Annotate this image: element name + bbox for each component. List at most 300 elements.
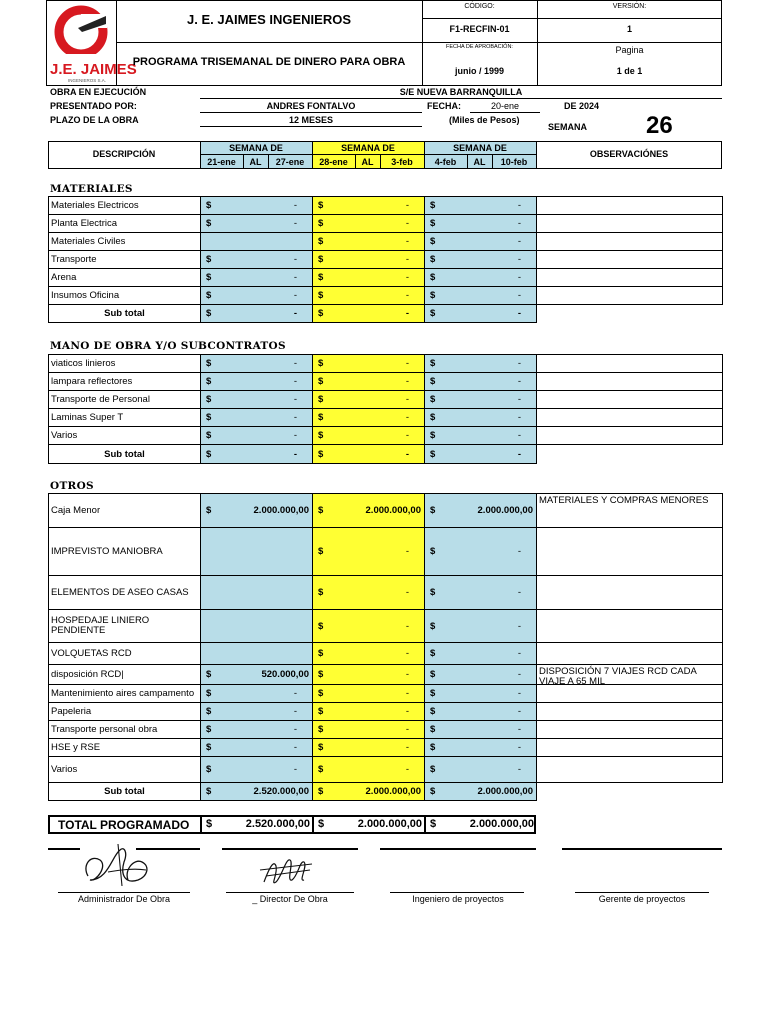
currency-symbol: $ [206, 448, 212, 460]
row-description: Papeleria [48, 702, 201, 721]
row-observation [536, 684, 723, 703]
currency-symbol: $ [430, 448, 436, 460]
currency-symbol: $ [206, 376, 212, 387]
codigo-label: CÓDIGO: [464, 3, 495, 10]
amount-value: - [517, 587, 521, 598]
amount-value: 2.520.000,00 [253, 786, 309, 797]
row-observation [536, 426, 723, 445]
amount-week3 [424, 268, 537, 287]
currency-symbol: $ [430, 430, 436, 441]
amount-week2 [312, 286, 425, 305]
row-description: Insumos Oficina [48, 286, 201, 305]
row-description: Transporte [48, 250, 201, 269]
amount-value: - [517, 546, 521, 557]
amount-week1 [200, 756, 313, 783]
fecha-year: DE 2024 [564, 101, 600, 111]
amount-value: - [293, 358, 297, 369]
amount-week1 [200, 684, 313, 703]
row-observation [536, 575, 723, 610]
presentado-label: PRESENTADO POR: [50, 101, 137, 111]
amount-week2 [312, 214, 425, 233]
currency-symbol: $ [430, 669, 436, 680]
obra-value: S/E NUEVA BARRANQUILLA [399, 87, 523, 97]
amount-week1 [200, 720, 313, 739]
total-w1: 2.520.000,00 [245, 818, 310, 830]
week2-to: 3-feb [391, 157, 413, 167]
currency-symbol: $ [206, 688, 212, 699]
amount-value: - [517, 236, 521, 247]
amount-value: - [517, 724, 521, 735]
currency-symbol: $ [430, 200, 436, 211]
amount-value: - [293, 254, 297, 265]
currency-symbol: $ [318, 272, 324, 283]
currency-symbol: $ [318, 218, 324, 229]
week1-header: SEMANA DE [229, 143, 283, 153]
currency-symbol: $ [430, 546, 436, 557]
amount-week1 [200, 372, 313, 391]
amount-value: - [517, 394, 521, 405]
row-observation [536, 196, 723, 215]
row-description: lampara reflectores [48, 372, 201, 391]
amount-week1 [200, 196, 313, 215]
currency-symbol: $ [430, 412, 436, 423]
week3-to: 10-feb [500, 157, 528, 167]
currency-symbol: $ [318, 236, 324, 247]
currency-symbol: $ [430, 505, 436, 516]
currency-symbol: $ [318, 706, 324, 717]
amount-week3 [424, 738, 537, 757]
amount-value: - [293, 724, 297, 735]
currency-symbol: $ [206, 290, 212, 301]
row-observation [536, 702, 723, 721]
amount-value: - [517, 688, 521, 699]
row-observation [536, 527, 723, 576]
amount-week2 [312, 232, 425, 251]
week1-from: 21-ene [207, 157, 236, 167]
currency-symbol: $ [318, 724, 324, 735]
currency-symbol: $ [318, 587, 324, 598]
amount-value: - [405, 587, 409, 598]
amount-value: - [517, 430, 521, 441]
svg-text:J.E. JAIMES: J.E. JAIMES [50, 61, 137, 78]
amount-week1 [200, 304, 313, 323]
amount-value: - [517, 358, 521, 369]
fecha-day: 20-ene [490, 101, 520, 111]
currency-symbol: $ [430, 587, 436, 598]
fecha-label: FECHA: [427, 101, 461, 111]
week1-to: 27-ene [275, 157, 305, 167]
amount-value: - [517, 218, 521, 229]
row-description: VOLQUETAS RCD [48, 642, 201, 665]
row-description: Transporte personal obra [48, 720, 201, 739]
amount-week2 [312, 664, 425, 685]
total-w3: 2.000.000,00 [469, 818, 534, 830]
amount-value: - [405, 648, 409, 659]
currency-symbol: $ [318, 648, 324, 659]
week3-al: AL [473, 157, 486, 167]
currency-symbol: $ [318, 742, 324, 753]
subtotal-label: Sub total [48, 304, 201, 323]
row-observation [536, 390, 723, 409]
amount-week3 [424, 196, 537, 215]
amount-week3 [424, 390, 537, 409]
currency-symbol: $ [430, 290, 436, 301]
amount-value: - [405, 724, 409, 735]
currency-symbol: $ [318, 505, 324, 516]
amount-week1 [200, 390, 313, 409]
week1-al: AL [249, 157, 262, 167]
amount-week2 [312, 493, 425, 528]
currency-symbol: $ [206, 430, 212, 441]
amount-week3 [424, 756, 537, 783]
currency-symbol: $ [318, 764, 324, 775]
row-description: Mantenimiento aires campamento [48, 684, 201, 703]
amount-week3 [424, 609, 537, 643]
currency-symbol: $ [430, 706, 436, 717]
col-observaciones: OBSERVACIÓNES [589, 149, 669, 159]
amount-value: - [517, 669, 521, 680]
row-observation [536, 214, 723, 233]
amount-week1 [200, 782, 313, 801]
otros-title: OTROS [50, 480, 94, 492]
amount-value: - [293, 290, 297, 301]
row-description: Varios [48, 426, 201, 445]
row-observation [536, 250, 723, 269]
plazo-value: 12 MESES [288, 115, 334, 125]
total-currency-1: $ [206, 818, 213, 830]
amount-value: - [405, 706, 409, 717]
amount-week3 [424, 304, 537, 323]
mano-obra-title: MANO DE OBRA Y/O SUBCONTRATOS [50, 340, 286, 352]
row-observation [536, 738, 723, 757]
amount-week3 [424, 444, 537, 464]
amount-value: - [405, 308, 409, 319]
col-descripcion: DESCRIPCIÓN [92, 149, 156, 159]
version-value: 1 [626, 24, 632, 34]
svg-text:INGENIEROS S.A.: INGENIEROS S.A. [68, 78, 107, 83]
amount-value: - [405, 546, 409, 557]
amount-week3 [424, 372, 537, 391]
currency-symbol: $ [206, 394, 212, 405]
plazo-label: PLAZO DE LA OBRA [50, 115, 139, 125]
amount-week3 [424, 426, 537, 445]
amount-value: - [293, 706, 297, 717]
program-title: PROGRAMA TRISEMANAL DE DINERO PARA OBRA [132, 56, 406, 68]
subtotal-label: Sub total [48, 782, 201, 801]
currency-symbol: $ [318, 412, 324, 423]
miles-note: (Miles de Pesos) [449, 115, 520, 125]
total-w2: 2.000.000,00 [357, 818, 422, 830]
amount-value: - [517, 272, 521, 283]
currency-symbol: $ [206, 254, 212, 265]
amount-week3 [424, 664, 537, 685]
row-observation [536, 232, 723, 251]
row-description: Materiales Electricos [48, 196, 201, 215]
subtotal-label: Sub total [48, 444, 201, 464]
amount-week3 [424, 214, 537, 233]
row-description: Materiales Civiles [48, 232, 201, 251]
amount-week3 [424, 250, 537, 269]
signature-label-admin: Administrador De Obra [77, 894, 171, 904]
amount-week3 [424, 702, 537, 721]
amount-week2 [312, 609, 425, 643]
currency-symbol: $ [206, 505, 212, 516]
amount-value: 2.000.000,00 [365, 505, 421, 516]
currency-symbol: $ [206, 308, 212, 319]
currency-symbol: $ [318, 394, 324, 405]
amount-value: - [517, 706, 521, 717]
currency-symbol: $ [318, 620, 324, 632]
amount-week2 [312, 304, 425, 323]
row-description: Laminas Super T [48, 408, 201, 427]
amount-value: 520.000,00 [261, 669, 309, 680]
amount-value: - [293, 376, 297, 387]
currency-symbol: $ [430, 236, 436, 247]
company-logo [48, 2, 137, 84]
amount-week3 [424, 575, 537, 610]
fecha-aprob-label: FECHA DE APROBACIÓN: [446, 44, 513, 50]
amount-value: - [517, 412, 521, 423]
currency-symbol: $ [430, 688, 436, 699]
obra-label: OBRA EN EJECUCIÓN [50, 87, 147, 97]
amount-value: - [405, 742, 409, 753]
currency-symbol: $ [430, 272, 436, 283]
amount-value: - [405, 688, 409, 699]
row-observation [536, 372, 723, 391]
fecha-aprob-value: junio / 1999 [454, 66, 505, 76]
row-description: viaticos linieros [48, 354, 201, 373]
row-observation [536, 642, 723, 665]
amount-week1 [200, 354, 313, 373]
amount-value: - [293, 200, 297, 211]
amount-week2 [312, 782, 425, 801]
currency-symbol: $ [430, 620, 436, 632]
currency-symbol: $ [206, 706, 212, 717]
row-observation [536, 720, 723, 739]
amount-value: - [293, 430, 297, 441]
total-label: TOTAL PROGRAMADO [58, 818, 190, 832]
currency-symbol: $ [206, 742, 212, 753]
currency-symbol: $ [430, 376, 436, 387]
amount-week1 [200, 268, 313, 287]
amount-value: - [293, 688, 297, 699]
amount-value: 2.000.000,00 [477, 786, 533, 797]
amount-value: - [405, 669, 409, 680]
amount-week2 [312, 444, 425, 464]
semana-value: 26 [646, 112, 673, 139]
amount-value: - [293, 272, 297, 283]
amount-value: 2.000.000,00 [365, 786, 421, 797]
amount-week2 [312, 250, 425, 269]
currency-symbol: $ [206, 272, 212, 283]
amount-value: - [517, 742, 521, 753]
pagina-label: Pagina [615, 45, 644, 55]
currency-symbol: $ [430, 724, 436, 735]
row-observation [536, 756, 723, 783]
currency-symbol: $ [430, 394, 436, 405]
row-observation: DISPOSICIÓN 7 VIAJES RCD CADA VIAJE A 65 MIL [536, 664, 723, 685]
company-name: J. E. JAIMES INGENIEROS [187, 12, 351, 27]
amount-week3 [424, 527, 537, 576]
currency-symbol: $ [318, 358, 324, 369]
amount-week2 [312, 268, 425, 287]
amount-week1 [200, 527, 313, 576]
materiales-title: MATERIALES [50, 183, 133, 195]
amount-week1 [200, 664, 313, 685]
amount-week1 [200, 609, 313, 643]
pagina-value: 1 de 1 [616, 66, 643, 76]
amount-week1 [200, 738, 313, 757]
amount-week2 [312, 390, 425, 409]
amount-value: - [405, 394, 409, 405]
signature-label-director: _ Director De Obra [252, 894, 328, 904]
amount-value: - [405, 254, 409, 265]
amount-value: - [517, 290, 521, 301]
amount-value: - [293, 218, 297, 229]
amount-value: - [517, 764, 521, 775]
total-currency-3: $ [430, 818, 437, 830]
amount-value: - [405, 376, 409, 387]
total-currency-2: $ [318, 818, 325, 830]
row-observation [536, 408, 723, 427]
amount-value: - [293, 308, 297, 319]
amount-value: - [517, 308, 521, 319]
amount-week1 [200, 642, 313, 665]
presentado-value: ANDRES FONTALVO [266, 101, 356, 111]
currency-symbol: $ [318, 290, 324, 301]
amount-week3 [424, 232, 537, 251]
week2-from: 28-ene [319, 157, 348, 167]
amount-week1 [200, 702, 313, 721]
currency-symbol: $ [206, 764, 212, 775]
row-observation [536, 286, 723, 305]
currency-symbol: $ [318, 448, 324, 460]
signature-director [256, 852, 316, 897]
currency-symbol: $ [206, 786, 212, 797]
amount-week2 [312, 642, 425, 665]
amount-week3 [424, 286, 537, 305]
amount-week1 [200, 286, 313, 305]
amount-week2 [312, 684, 425, 703]
week3-from: 4-feb [434, 157, 457, 167]
currency-symbol: $ [318, 430, 324, 441]
amount-week1 [200, 214, 313, 233]
currency-symbol: $ [206, 412, 212, 423]
amount-value: - [517, 376, 521, 387]
amount-week1 [200, 408, 313, 427]
amount-week2 [312, 196, 425, 215]
row-description: ELEMENTOS DE ASEO CASAS [48, 575, 201, 610]
amount-value: - [293, 448, 297, 460]
signature-admin [78, 836, 158, 897]
currency-symbol: $ [318, 546, 324, 557]
amount-week3 [424, 493, 537, 528]
amount-week2 [312, 702, 425, 721]
amount-value: - [517, 448, 521, 460]
row-description: disposición RCD| [48, 664, 201, 685]
amount-value: - [405, 358, 409, 369]
currency-symbol: $ [430, 786, 436, 797]
currency-symbol: $ [318, 688, 324, 699]
amount-value: - [293, 764, 297, 775]
amount-value: - [405, 290, 409, 301]
week2-al: AL [361, 157, 374, 167]
row-observation: MATERIALES Y COMPRAS MENORES [536, 493, 723, 528]
row-observation [536, 354, 723, 373]
amount-value: 2.000.000,00 [477, 505, 533, 516]
currency-symbol: $ [430, 742, 436, 753]
codigo-value: F1-RECFIN-01 [449, 24, 510, 34]
amount-week1 [200, 426, 313, 445]
amount-week3 [424, 408, 537, 427]
amount-value: - [293, 412, 297, 423]
row-description: Varios [48, 756, 201, 783]
currency-symbol: $ [206, 358, 212, 369]
amount-week2 [312, 738, 425, 757]
currency-symbol: $ [430, 648, 436, 659]
amount-week3 [424, 720, 537, 739]
amount-week2 [312, 426, 425, 445]
amount-value: 2.000.000,00 [253, 505, 309, 516]
currency-symbol: $ [318, 200, 324, 211]
row-observation [536, 609, 723, 643]
row-observation [536, 268, 723, 287]
amount-value: - [405, 448, 409, 460]
amount-value: - [405, 218, 409, 229]
currency-symbol: $ [206, 218, 212, 229]
signature-label-ingeniero: Ingeniero de proyectos [412, 894, 504, 904]
amount-week2 [312, 527, 425, 576]
amount-value: - [405, 430, 409, 441]
amount-value: - [517, 254, 521, 265]
amount-value: - [405, 620, 409, 632]
amount-week3 [424, 684, 537, 703]
amount-value: - [517, 200, 521, 211]
week3-header: SEMANA DE [453, 143, 507, 153]
signature-label-gerente: Gerente de proyectos [598, 894, 686, 904]
amount-week1 [200, 250, 313, 269]
currency-symbol: $ [430, 308, 436, 319]
currency-symbol: $ [318, 669, 324, 680]
amount-week1 [200, 444, 313, 464]
row-description: HSE y RSE [48, 738, 201, 757]
amount-week1 [200, 232, 313, 251]
amount-week3 [424, 782, 537, 801]
week2-header: SEMANA DE [341, 143, 395, 153]
amount-week1 [200, 493, 313, 528]
currency-symbol: $ [318, 786, 324, 797]
amount-week2 [312, 408, 425, 427]
amount-value: - [405, 236, 409, 247]
currency-symbol: $ [430, 358, 436, 369]
amount-value: - [405, 272, 409, 283]
amount-value: - [517, 620, 521, 632]
currency-symbol: $ [206, 200, 212, 211]
currency-symbol: $ [206, 724, 212, 735]
amount-value: - [517, 648, 521, 659]
row-description: HOSPEDAJE LINIERO PENDIENTE [48, 609, 201, 643]
currency-symbol: $ [318, 376, 324, 387]
currency-symbol: $ [206, 669, 212, 680]
amount-week3 [424, 642, 537, 665]
currency-symbol: $ [318, 308, 324, 319]
semana-label: SEMANA [548, 122, 588, 132]
amount-week1 [200, 575, 313, 610]
row-description: Planta Electrica [48, 214, 201, 233]
amount-value: - [293, 394, 297, 405]
row-description: IMPREVISTO MANIOBRA [48, 527, 201, 576]
amount-value: - [405, 200, 409, 211]
